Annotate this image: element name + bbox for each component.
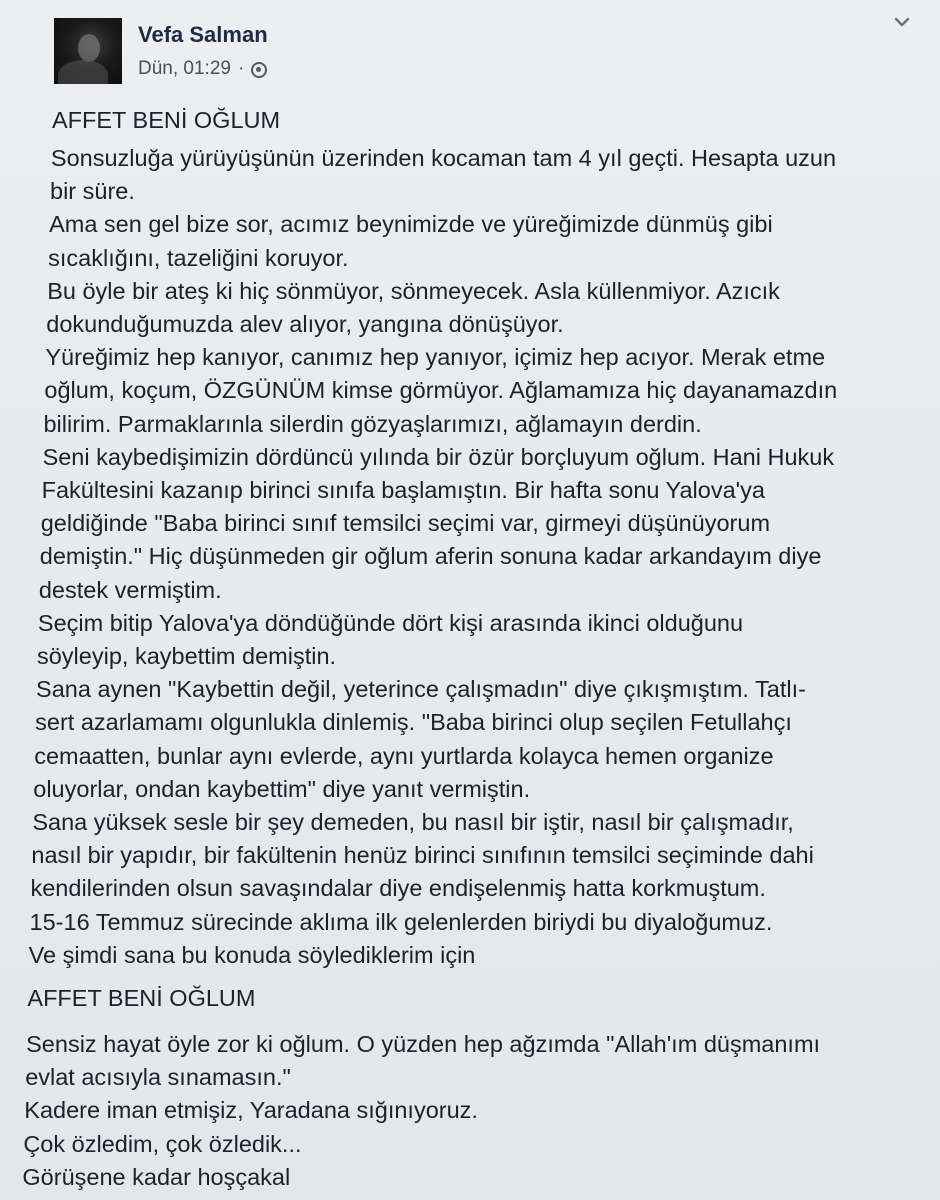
paragraph-line: Seçim bitip Yalova'ya döndüğünde dört kişi arasında ikinci olduğunu xyxy=(37,609,744,636)
paragraph-line: 15-16 Temmuz sürecinde aklıma ilk gelenlerden biriydi bu diyaloğumuz. xyxy=(29,908,773,935)
closing-line: Görüşene kadar hoşçakal xyxy=(22,1163,291,1190)
paragraph-line: Ve şimdi sana bu konuda söylediklerim için xyxy=(28,941,476,968)
post-timestamp[interactable]: Dün, 01:29 xyxy=(138,58,231,79)
paragraph-line: Sonsuzluğa yürüyüşünün üzerinden kocaman tam 4 yıl geçti. Hesapta uzun xyxy=(50,145,837,171)
post-heading: AFFET BENİ OĞLUM xyxy=(52,107,281,133)
post-meta xyxy=(138,58,267,80)
chevron-down-icon[interactable] xyxy=(894,14,910,30)
author-name[interactable]: Vefa Salman xyxy=(138,22,268,47)
closing-line: Kadere iman etmişiz, Yaradana sığınıyoruz. xyxy=(24,1097,478,1124)
paragraph-line: Sana aynen "Kaybettin değil, yeterince çalışmadın" diye çıkışmıştım. Tatlı- xyxy=(36,676,806,703)
paragraph-line: Bu öyle bir ateş ki hiç sönmüyor, sönmeyecek. Asla küllenmiyor. Azıcık xyxy=(47,277,780,304)
closing-line: evlat acısıyla sınamasın." xyxy=(25,1064,291,1091)
paragraph-line: Fakültesini kazanıp birinci sınıfa başlamıştın. Bir hafta sonu Yalova'ya xyxy=(41,477,765,503)
paragraph-line: söyleyip, kaybettim demiştin. xyxy=(36,643,337,669)
paragraph-line: Sana yüksek sesle bir şey demeden, bu nasıl bir iştir, nasıl bir çalışmadır, xyxy=(32,809,794,835)
paragraph-line: destek vermiştim. xyxy=(38,576,222,603)
paragraph-line: Yüreğimiz hep kanıyor, canımız hep yanıyor, içimiz hep acıyor. Merak etme xyxy=(45,344,826,371)
meta-separator: · xyxy=(237,58,245,79)
paragraph-line: cemaatten, bunlar aynı evlerde, aynı yurtlarda kolayca hemen organize xyxy=(34,742,774,769)
paragraph-line: oğlum, koçum, ÖZGÜNÜM kimse görmüyor. Ağlamamıza hiç dayanamazdın xyxy=(44,377,838,404)
closing-line: Çok özledim, çok özledik... xyxy=(23,1130,302,1157)
avatar[interactable] xyxy=(54,18,122,84)
paragraph-line: sıcaklığını, tazeliğini koruyor. xyxy=(48,244,349,271)
paragraph-line: dokunduğumuzda alev alıyor, yangına dönüşüyor. xyxy=(46,311,564,337)
post-heading-repeat: AFFET BENİ OĞLUM xyxy=(27,985,256,1011)
paragraph-line: bilirim. Parmaklarınla silerdin gözyaşlarımızı, ağlamayın derdin. xyxy=(43,410,702,437)
paragraph-line: demiştin." Hiç düşünmeden gir oğlum aferin sonuna kadar arkandayım diye xyxy=(39,543,822,570)
paragraph-line: sert azarlamamı olgunlukla dinlemiş. "Baba birinci olup seçilen Fetullahçı xyxy=(35,709,792,736)
paragraph-line: kendilerinden olsun savaşındalar diye endişelenmiş hatta korkmuştum. xyxy=(30,875,766,902)
globe-icon xyxy=(251,62,267,78)
paragraph-line: Seni kaybedişimizin dördüncü yılında bir özür borçluyum oğlum. Hani Hukuk xyxy=(42,443,835,470)
paragraph-line: oluyorlar, ondan kaybettim" diye yanıt vermiştin. xyxy=(33,775,531,802)
closing-line: Sensiz hayat öyle zor ki oğlum. O yüzden hep ağzımda "Allah'ım düşmanımı xyxy=(26,1031,821,1057)
paragraph-line: Ama sen gel bize sor, acımız beynimizde ve yüreğimizde dünmüş gibi xyxy=(49,211,773,238)
paragraph-line: bir süre. xyxy=(50,178,135,205)
paragraph-line: nasıl bir yapıdır, bir fakültenin henüz birinci sınıfının temsilci seçiminde dahi xyxy=(31,842,814,869)
paragraph-line: geldiğinde "Baba birinci sınıf temsilci seçimi var, girmeyi düşünüyorum xyxy=(40,510,771,537)
